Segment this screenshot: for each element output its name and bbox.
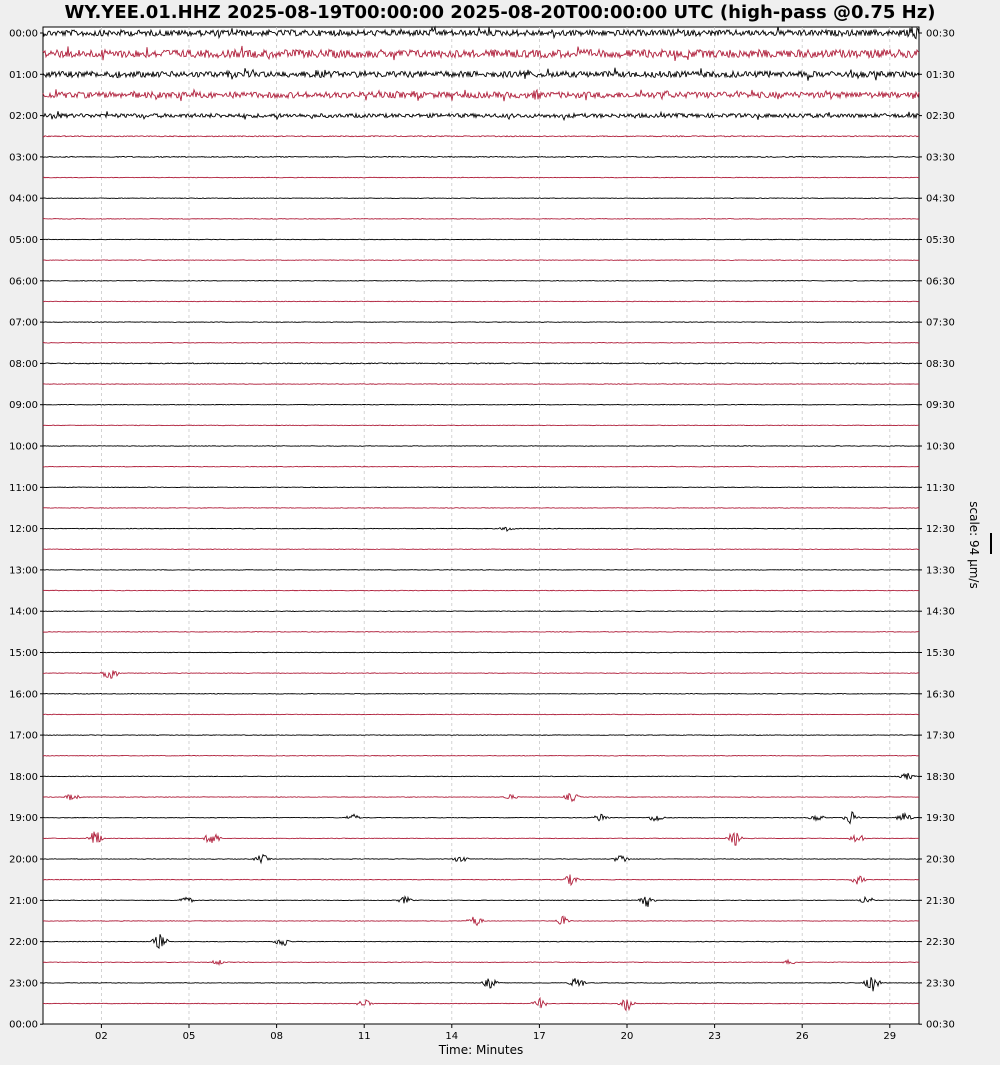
x-axis-label: Time: Minutes	[438, 1043, 524, 1057]
right-row-label: 23:30	[926, 978, 955, 990]
left-row-label: 14:00	[9, 606, 38, 618]
right-row-label: 00:30	[926, 1019, 955, 1031]
right-row-label: 22:30	[926, 937, 955, 949]
x-tick-label: 02	[95, 1031, 108, 1042]
trace-line	[43, 611, 919, 612]
trace-line	[43, 549, 919, 550]
trace-line	[43, 466, 919, 467]
trace-line	[43, 755, 919, 756]
right-row-label: 11:30	[926, 482, 955, 494]
right-row-label: 05:30	[926, 235, 955, 246]
left-row-label: 08:00	[9, 358, 38, 370]
right-row-label: 08:30	[926, 358, 955, 370]
trace-line	[43, 198, 919, 199]
right-row-labels	[919, 29, 955, 1031]
plot-area	[43, 27, 919, 1024]
right-row-label: 21:30	[926, 895, 955, 907]
trace-line	[43, 694, 919, 695]
x-tick-label: 05	[182, 1031, 196, 1042]
trace-line	[43, 342, 919, 343]
left-row-label: 19:00	[9, 813, 38, 825]
left-row-label: 00:00	[9, 1019, 38, 1031]
chart-title: WY.YEE.01.HHZ 2025-08-19T00:00:00 2025-08-20T00:00:00 UTC (high-pass @0.75 Hz)	[64, 2, 936, 23]
right-row-label: 13:30	[926, 565, 955, 577]
right-row-label: 17:30	[926, 730, 955, 742]
left-row-label: 16:00	[9, 689, 38, 701]
trace-line	[43, 446, 919, 447]
left-row-label: 09:00	[9, 400, 38, 412]
right-row-label: 19:30	[926, 813, 955, 825]
left-row-label: 18:00	[9, 771, 38, 783]
x-tick-label: 08	[270, 1031, 283, 1042]
trace-line	[43, 322, 919, 323]
left-row-label: 15:00	[9, 648, 38, 659]
left-row-labels	[9, 29, 43, 1031]
left-row-label: 06:00	[9, 276, 38, 288]
trace-line	[43, 735, 919, 736]
trace-line	[43, 281, 919, 282]
left-row-label: 03:00	[9, 152, 38, 164]
trace-line	[43, 301, 919, 302]
right-row-label: 20:30	[926, 854, 955, 866]
right-row-label: 03:30	[926, 152, 955, 164]
left-row-label: 07:00	[9, 317, 38, 329]
x-tick-label: 17	[533, 1031, 546, 1042]
trace-line	[43, 239, 919, 240]
trace-line	[43, 508, 919, 509]
right-row-label: 16:30	[926, 689, 955, 701]
left-row-label: 17:00	[9, 730, 38, 742]
trace-line	[43, 404, 919, 405]
left-row-label: 20:00	[9, 854, 38, 866]
left-row-label: 13:00	[9, 565, 38, 577]
right-row-label: 00:30	[926, 28, 955, 40]
x-tick-label: 11	[357, 1031, 371, 1042]
left-row-label: 05:00	[9, 235, 38, 246]
x-tick-label: 23	[708, 1031, 721, 1042]
x-tick-label: 20	[620, 1031, 634, 1042]
right-row-label: 06:30	[926, 276, 955, 288]
left-row-label: 12:00	[9, 524, 38, 536]
trace-line	[43, 177, 919, 178]
trace-line	[43, 590, 919, 591]
left-row-label: 01:00	[9, 69, 38, 81]
trace-line	[43, 384, 919, 385]
left-row-label: 21:00	[9, 895, 38, 907]
right-row-label: 14:30	[926, 606, 955, 618]
trace-line	[43, 487, 919, 488]
x-tick-label: 14	[445, 1031, 459, 1042]
right-row-label: 07:30	[926, 317, 955, 329]
left-row-label: 22:00	[9, 937, 38, 949]
right-row-label: 01:30	[926, 69, 955, 81]
left-row-label: 04:00	[9, 193, 38, 205]
trace-line	[43, 570, 919, 571]
right-row-label: 12:30	[926, 524, 955, 536]
right-row-label: 15:30	[926, 648, 955, 659]
right-row-label: 09:30	[926, 400, 955, 412]
left-row-label: 00:00	[9, 28, 38, 40]
x-tick-label: 29	[883, 1031, 897, 1042]
left-row-label: 02:00	[9, 111, 38, 123]
right-row-label: 18:30	[926, 771, 955, 783]
right-row-label: 02:30	[926, 111, 955, 123]
left-row-label: 10:00	[9, 441, 38, 453]
right-row-label: 04:30	[926, 193, 955, 205]
trace-line	[43, 260, 919, 261]
right-row-label: 10:30	[926, 441, 955, 453]
x-axis-ticks	[95, 1024, 896, 1042]
x-tick-label: 26	[795, 1031, 809, 1042]
left-row-label: 23:00	[9, 978, 38, 990]
scale-label: scale: 94 µm/s	[967, 501, 981, 589]
left-row-label: 11:00	[9, 482, 38, 494]
trace-line	[43, 632, 919, 633]
